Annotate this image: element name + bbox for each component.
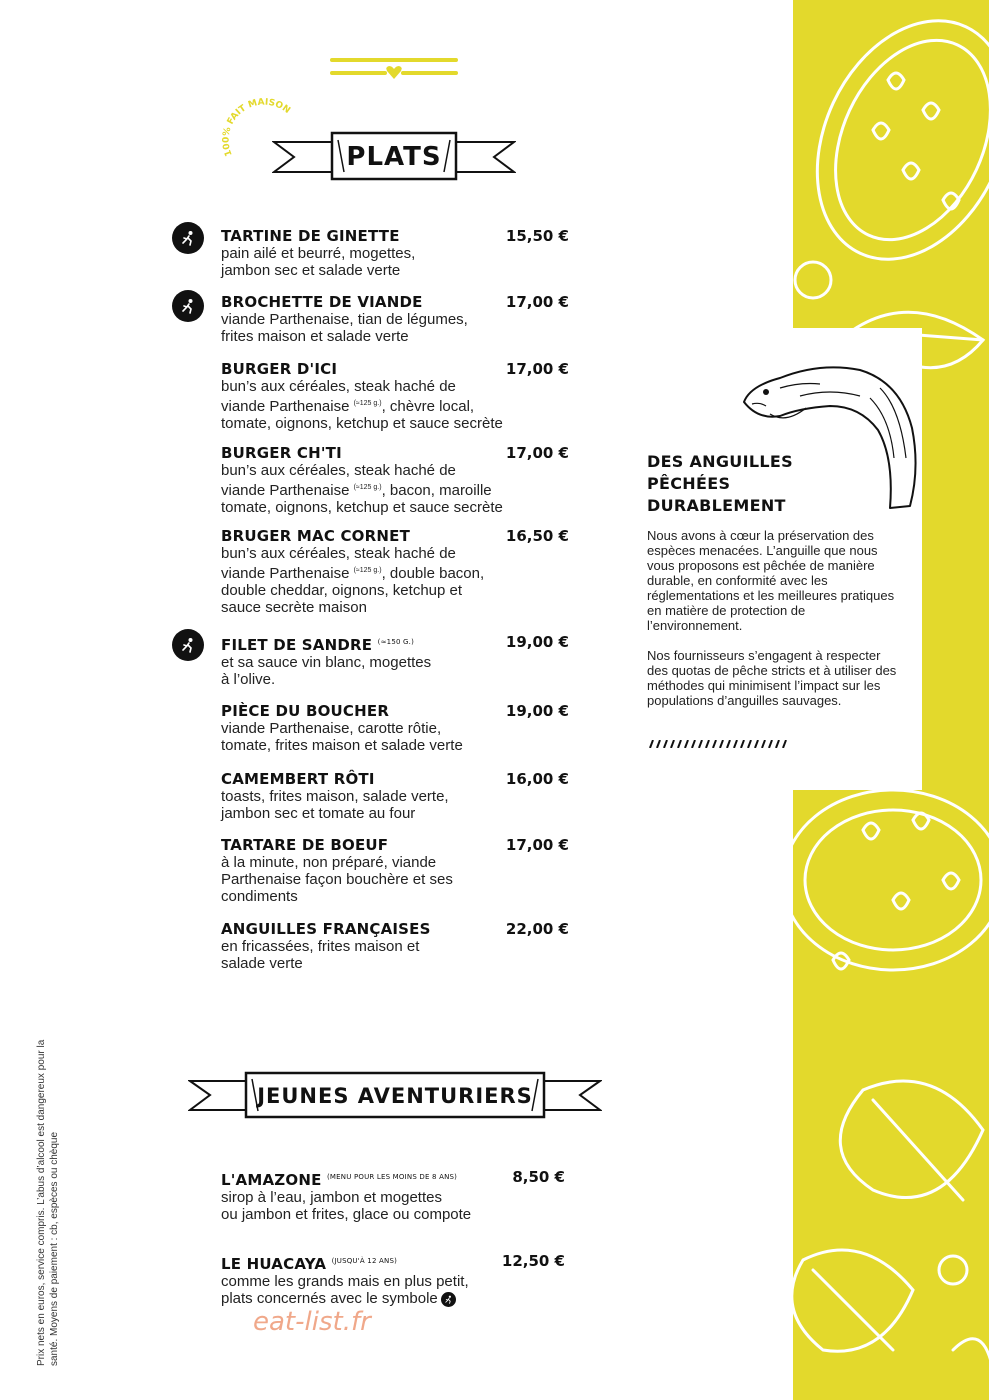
plats-banner <box>272 130 516 184</box>
item-description: à la minute, non préparé, viande Parthenaise façon bouchère et ses condiments <box>221 854 453 905</box>
item-name: CAMEMBERT RÔTI <box>221 770 375 788</box>
item-note: (JUSQU'À 12 ANS) <box>331 1257 398 1265</box>
item-price: 17,00 € <box>505 836 569 854</box>
item-description: bun’s aux céréales, steak haché de viande Parthenaise $^{(\approx 125 g.)}$, double bacon, double cheddar, oignons, ketchup et sauce secrète maison <box>221 545 485 616</box>
eel-illustration-icon <box>740 358 922 510</box>
heart-divider-icon <box>330 55 458 81</box>
kid-badge <box>172 222 204 254</box>
kid-badge <box>172 629 204 661</box>
menu-item <box>221 361 569 432</box>
item-name: BROCHETTE DE VIANDE <box>221 293 423 311</box>
menu-item <box>221 528 569 616</box>
item-description: viande Parthenaise, tian de légumes, frites maison et salade verte <box>221 311 468 345</box>
menu-item <box>221 921 569 972</box>
svg-text:100% FAIT MAISON: 100% FAIT MAISON <box>222 97 292 158</box>
item-description: bun’s aux céréales, steak haché de viande Parthenaise $^{(\approx 125 g.)}$, chèvre local, tomate, oignons, ketchup et sauce secrète <box>221 378 503 432</box>
item-description: pain ailé et beurré, mogettes, jambon sec et salade verte <box>221 245 416 279</box>
item-name: BRUGER MAC CORNET <box>221 527 411 545</box>
item-price: 17,00 € <box>505 444 569 462</box>
item-price: 22,00 € <box>505 920 569 938</box>
menu-item <box>221 294 569 345</box>
kid-icon <box>178 228 198 248</box>
jeunes-title: JEUNES AVENTURIERS <box>257 1084 533 1108</box>
menu-item <box>221 228 569 279</box>
item-price: 19,00 € <box>505 633 569 651</box>
item-price: 19,00 € <box>505 702 569 720</box>
item-price: 17,00 € <box>505 293 569 311</box>
kid-symbol-icon <box>441 1292 456 1307</box>
item-price: 16,00 € <box>505 770 569 788</box>
menu-item <box>221 634 569 688</box>
item-name: TARTINE DE GINETTE <box>221 227 400 245</box>
item-description: comme les grands mais en plus petit, plats concernés avec le symbole <box>221 1273 469 1307</box>
item-name: L'AMAZONE $^{(MENU POUR LES MOINS DE 8 ANS)}$ <box>221 1171 458 1189</box>
legal-notice: Prix nets en euros, service compris. L’abus d’alcool est dangereux pour la santé. Moyens de paiement : cb, espèces ou chèque <box>36 1039 60 1366</box>
menu-item <box>221 445 569 516</box>
item-note: (≈150 G.) <box>377 638 415 646</box>
item-price: 8,50 € <box>512 1168 565 1186</box>
item-description: sirop à l’eau, jambon et mogettes ou jambon et frites, glace ou compote <box>221 1189 472 1223</box>
watermark: eat-list.fr <box>253 1307 371 1337</box>
item-price: 12,50 € <box>501 1252 565 1270</box>
kid-icon <box>178 296 198 316</box>
menu-item <box>221 837 569 905</box>
item-description: viande Parthenaise, carotte rôtie, tomate, frites maison et salade verte <box>221 720 463 754</box>
item-name: LE HUACAYA $^{(JUSQU'À 12 ANS)}$ <box>221 1255 398 1273</box>
item-name: PIÈCE DU BOUCHER <box>221 702 390 720</box>
item-price: 17,00 € <box>505 360 569 378</box>
card-paragraph-1: Nous avons à cœur la préservation des espèces menacées. L’anguille que nous vous proposons est pêchée de manière durable, en conformité avec les réglementations et les meilleures pratiques en matière de protection de l’environnement. <box>647 528 895 633</box>
menu-item <box>221 703 569 754</box>
item-price: 16,50 € <box>505 527 569 545</box>
item-description: bun’s aux céréales, steak haché de viande Parthenaise $^{(\approx 125 g.)}$, bacon, maroille tomate, oignons, ketchup et sauce secrète <box>221 462 503 516</box>
kids-menu-item <box>221 1169 565 1223</box>
card-paragraph-2: Nos fournisseurs s’engagent à respecter des quotas de pêche stricts et à utiliser des méthodes qui minimisent l’impact sur les populations d’anguilles sauvages. <box>647 648 897 708</box>
item-name: BURGER D'ICI <box>221 360 338 378</box>
item-description: toasts, frites maison, salade verte, jambon sec et tomate au four <box>221 788 449 822</box>
plats-title: PLATS <box>346 142 442 172</box>
item-description: en fricassées, frites maison et salade verte <box>221 938 420 972</box>
kid-icon <box>178 635 198 655</box>
item-name: TARTARE DE BOEUF <box>221 836 389 854</box>
kid-badge <box>172 290 204 322</box>
card-heading: DES ANGUILLES PÊCHÉES DURABLEMENT <box>647 452 793 515</box>
item-name: BURGER CH'TI <box>221 444 342 462</box>
item-description: et sa sauce vin blanc, mogettes à l’olive. <box>221 654 432 688</box>
item-name: ANGUILLES FRANÇAISES <box>221 920 431 938</box>
kids-menu-item <box>221 1253 565 1307</box>
item-name: FILET DE SANDRE $^{(\approx 150 G.)}$ <box>221 636 415 654</box>
jeunes-banner <box>188 1070 602 1122</box>
item-note: (MENU POUR LES MOINS DE 8 ANS) <box>326 1173 458 1181</box>
menu-item <box>221 771 569 822</box>
hatch-divider-icon <box>648 740 788 748</box>
item-price: 15,50 € <box>505 227 569 245</box>
kid-icon <box>443 1294 454 1305</box>
